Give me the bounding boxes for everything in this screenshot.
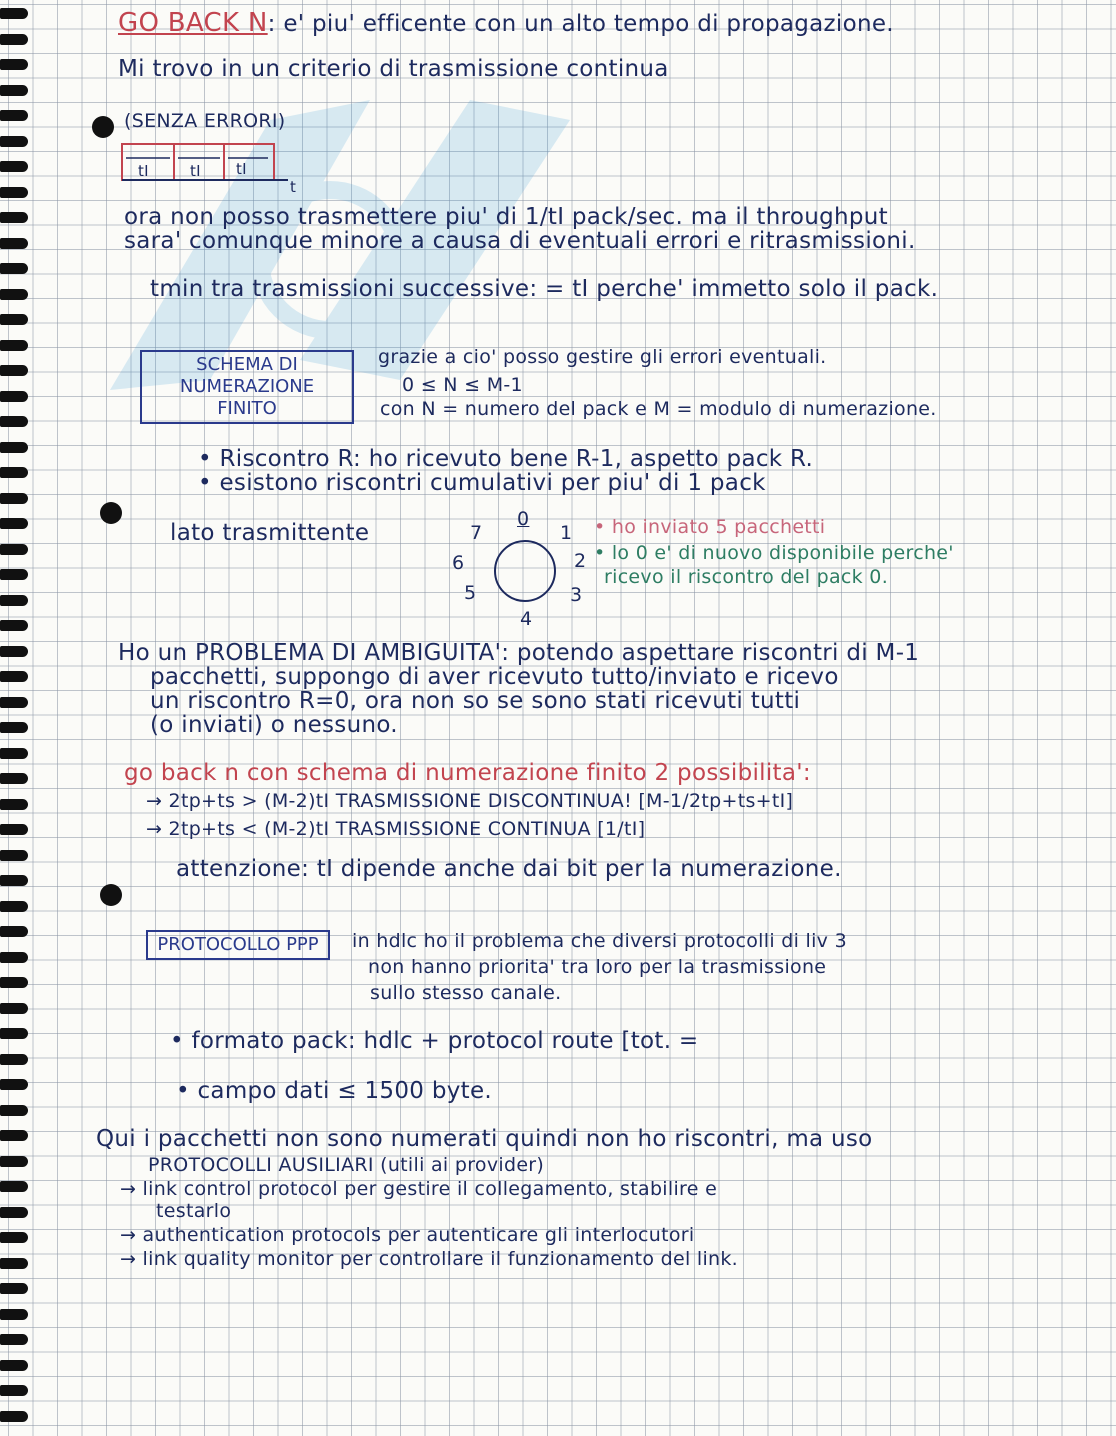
ppp-box: PROTOCOLLO PPP <box>146 930 330 960</box>
continua-line: → 2tp+ts < (M-2)tI TRASMISSIONE CONTINUA [1/tI] <box>146 818 646 840</box>
bullet-riscontro: • Riscontro R: ho ricevuto bene R-1, aspetto pack R. <box>198 446 814 472</box>
title-line <box>118 8 894 38</box>
binding-hole <box>0 314 28 325</box>
binding-hole <box>0 518 28 529</box>
ring-0: 0 <box>517 508 530 530</box>
ppp-line-2: non hanno priorita' tra loro per la trasmissione <box>368 956 827 978</box>
binding-hole <box>0 1385 28 1396</box>
binding-hole <box>0 1207 28 1218</box>
binding-hole <box>0 1003 28 1014</box>
ambiguita-2: pacchetti, suppongo di aver ricevuto tutto/inviato e ricevo <box>150 664 839 690</box>
binding-hole <box>0 595 28 606</box>
sequence-ring <box>490 536 560 606</box>
note-inviato: • ho inviato 5 pacchetti <box>594 516 826 538</box>
para-throughput-1: ora non posso trasmettere piu' di 1/tI pack/sec. ma il throughput <box>124 204 888 230</box>
tmin-text: tmin tra trasmissioni successive: = tI perche' immetto solo il pack. <box>150 276 939 302</box>
ambiguita-1: Ho un PROBLEMA DI AMBIGUITA': potendo aspettare riscontri di M-1 <box>118 640 920 666</box>
line-criterio: Mi trovo in un criterio di trasmissione continua <box>118 56 669 82</box>
attenzione-line: attenzione: tI dipende anche dai bit per la numerazione. <box>176 856 842 882</box>
binding-hole <box>0 671 28 682</box>
qui-line-2: PROTOCOLLI AUSILIARI (utili ai provider) <box>148 1154 545 1176</box>
binding-hole <box>0 1156 28 1167</box>
binding-hole <box>0 620 28 631</box>
bullet-dot <box>92 116 114 138</box>
binding-hole <box>0 850 28 861</box>
binding-hole <box>0 1360 28 1371</box>
binding-hole <box>0 901 28 912</box>
binding-hole <box>0 1105 28 1116</box>
binding-hole <box>0 875 28 886</box>
spiral-binding <box>0 0 40 1436</box>
binding-hole <box>0 1283 28 1294</box>
bullet-dot <box>100 502 122 524</box>
binding-hole <box>0 416 28 427</box>
binding-hole <box>0 1258 28 1269</box>
binding-hole <box>0 926 28 937</box>
diag-axis-label: t <box>290 178 297 196</box>
qui-line-1: Qui i pacchetti non sono numerati quindi non ho riscontri, ma uso <box>96 1126 873 1152</box>
schema-line-3: con N = numero del pack e M = modulo di numerazione. <box>380 398 937 420</box>
binding-hole <box>0 1130 28 1141</box>
discontinua-line: → 2tp+ts > (M-2)tI TRASMISSIONE DISCONTINUA! [M-1/2tp+ts+tI] <box>146 790 794 812</box>
ppp-line-3: sullo stesso canale. <box>370 982 562 1004</box>
bullet-dot <box>100 884 122 906</box>
binding-hole <box>0 467 28 478</box>
ring-6: 6 <box>452 552 465 574</box>
binding-hole <box>0 340 28 351</box>
tmin-line <box>150 276 938 302</box>
ring-1: 1 <box>560 522 573 544</box>
ppp-line-1: in hdlc ho il problema che diversi protocolli di liv 3 <box>352 930 847 952</box>
binding-hole <box>0 773 28 784</box>
formato-pack: • formato pack: hdlc + protocol route [tot. = <box>170 1028 699 1054</box>
binding-hole <box>0 289 28 300</box>
ring-2: 2 <box>574 550 587 572</box>
schema-line-2: 0 ≤ N ≤ M-1 <box>402 374 523 396</box>
binding-hole <box>0 748 28 759</box>
ring-3: 3 <box>570 584 583 606</box>
schema-box: SCHEMA DI NUMERAZIONE FINITO <box>140 350 354 424</box>
para-throughput-2: sara' comunque minore a causa di eventuali errori e ritrasmissioni. <box>124 228 916 254</box>
binding-hole <box>0 263 28 274</box>
binding-hole <box>0 493 28 504</box>
diag-label-2: tI <box>190 162 201 180</box>
binding-hole <box>0 1334 28 1345</box>
ring-7: 7 <box>470 522 483 544</box>
binding-hole <box>0 646 28 657</box>
note-riscontro: ricevo il riscontro del pack 0. <box>604 566 889 588</box>
binding-hole <box>0 365 28 376</box>
senza-errori-label: (SENZA ERRORI) <box>124 110 286 132</box>
qui-line-3: → link control protocol per gestire il collegamento, stabilire e <box>120 1178 718 1200</box>
binding-hole <box>0 391 28 402</box>
ring-4: 4 <box>520 608 533 630</box>
title-rest: : e' piu' efficente con un alto tempo di propagazione. <box>267 11 894 37</box>
schema-line-1: grazie a cio' posso gestire gli errori eventuali. <box>378 346 827 368</box>
diag-label-3: tI <box>236 160 247 178</box>
binding-hole <box>0 697 28 708</box>
binding-hole <box>0 136 28 147</box>
binding-hole <box>0 1411 28 1422</box>
binding-hole <box>0 8 28 19</box>
binding-hole <box>0 977 28 988</box>
binding-hole <box>0 161 28 172</box>
binding-hole <box>0 722 28 733</box>
binding-hole <box>0 187 28 198</box>
qui-line-5: → authentication protocols per autenticare gli interlocutori <box>120 1224 695 1246</box>
binding-hole <box>0 1309 28 1320</box>
lato-trasmittente: lato trasmittente <box>170 520 370 546</box>
binding-hole <box>0 1079 28 1090</box>
ambiguita-3: un riscontro R=0, ora non so se sono stati ricevuti tutti <box>150 688 801 714</box>
binding-hole <box>0 212 28 223</box>
binding-hole <box>0 110 28 121</box>
gobackn-heading: go back n con schema di numerazione finito 2 possibilita': <box>124 760 811 786</box>
binding-hole <box>0 1232 28 1243</box>
binding-hole <box>0 1054 28 1065</box>
binding-hole <box>0 824 28 835</box>
binding-hole <box>0 952 28 963</box>
binding-hole <box>0 1028 28 1039</box>
campo-dati: • campo dati ≤ 1500 byte. <box>176 1078 493 1104</box>
binding-hole <box>0 1181 28 1192</box>
binding-hole <box>0 85 28 96</box>
bullet-cumulativi: • esistono riscontri cumulativi per piu' di 1 pack <box>198 470 766 496</box>
binding-hole <box>0 544 28 555</box>
diag-label-1: tI <box>138 162 149 180</box>
ambiguita-4: (o inviati) o nessuno. <box>150 712 398 738</box>
binding-hole <box>0 59 28 70</box>
binding-hole <box>0 34 28 45</box>
qui-line-4: testarlo <box>156 1200 232 1222</box>
binding-hole <box>0 442 28 453</box>
binding-hole <box>0 799 28 810</box>
binding-hole <box>0 569 28 580</box>
page-title: GO BACK N <box>118 8 268 38</box>
note-disponibile: • lo 0 e' di nuovo disponibile perche' <box>594 542 954 564</box>
qui-line-6: → link quality monitor per controllare il funzionamento del link. <box>120 1248 739 1270</box>
ring-5: 5 <box>464 582 477 604</box>
binding-hole <box>0 238 28 249</box>
